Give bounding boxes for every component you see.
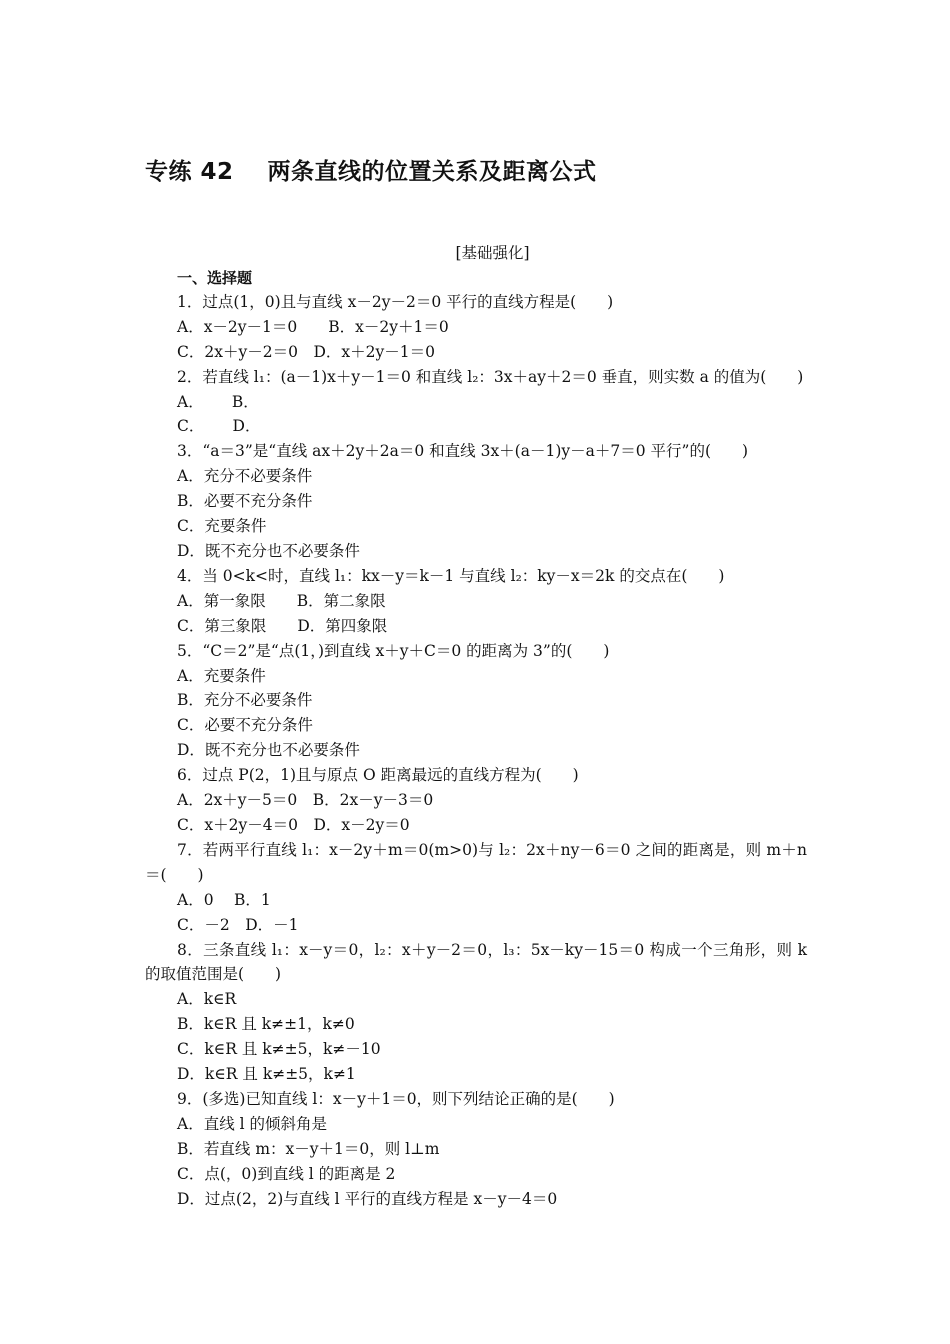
section-label: [基础强化] [455,244,530,262]
question-6: 6．过点 P(2，1)且与原点 O 距离最远的直线方程为( ) [177,766,579,784]
question-1: 1．过点(1，0)且与直线 x－2y－2＝0 平行的直线方程是( ) [177,293,614,311]
question-3: 3．“a＝3”是“直线 ax＋2y＋2a＝0 和直线 3x＋(a－1)y－a＋7＝0 平行”的( ) [177,442,749,460]
question-2: 2．若直线 l₁：(a－1)x＋y－1＝0 和直线 l₂：3x＋ay＋2＝0 垂直，则实数 a 的值为( ) [177,368,804,386]
question-4: 4．当 0<k<时，直线 l₁：kx－y＝k－1 与直线 l₂：ky－x＝2k 的交点在( ) [177,567,725,585]
question-4-options-cd: C．第三象限 D．第四象限 [177,617,388,635]
question-5-option-d: D．既不充分也不必要条件 [177,741,360,759]
page-title: 专练 42 两条直线的位置关系及距离公式 [145,159,597,185]
question-5: 5．“C＝2”是“点(1，)到直线 x＋y＋C＝0 的距离为 3”的( ) [177,642,610,660]
question-5-option-c: C．必要不充分条件 [177,716,313,734]
question-2-options-cd: C． D． [177,417,261,435]
question-1-options-ab: A．x－2y－1＝0 B．x－2y＋1＝0 [177,318,449,336]
question-8-option-c: C．k∈R 且 k≠±5，k≠－10 [177,1040,381,1058]
question-1-options-cd: C．2x＋y－2＝0 D．x＋2y－1＝0 [177,343,435,361]
question-8-option-d: D．k∈R 且 k≠±5，k≠1 [177,1065,356,1083]
question-7-continued: ＝( ) [145,866,204,884]
question-8-continued: 的取值范围是( ) [145,965,282,983]
question-4-options-ab: A．第一象限 B．第二象限 [177,592,386,610]
question-9-option-a: A．直线 l 的倾斜角是 [177,1115,328,1133]
question-6-options-cd: C．x＋2y－4＝0 D．x－2y＝0 [177,816,410,834]
question-6-options-ab: A．2x＋y－5＝0 B．2x－y－3＝0 [177,791,434,809]
question-2-options-ab: A． B． [177,393,259,411]
question-5-option-a: A．充要条件 [177,667,266,685]
question-3-option-a: A．充分不必要条件 [177,467,313,485]
question-9-option-c: C．点(，0)到直线 l 的距离是 2 [177,1165,396,1183]
question-3-option-c: C．充要条件 [177,517,267,535]
question-9: 9．(多选)已知直线 l：x－y＋1＝0，则下列结论正确的是( ) [177,1090,615,1108]
question-7: 7．若两平行直线 l₁：x－2y＋m＝0(m>0)与 l₂：2x＋ny－6＝0 之间的距离是，则 m＋n [177,841,807,859]
question-8-option-a: A．k∈R [177,990,237,1008]
question-8-option-b: B．k∈R 且 k≠±1，k≠0 [177,1015,355,1033]
question-3-option-b: B．必要不充分条件 [177,492,313,510]
question-type-heading: 一、选择题 [177,269,253,287]
question-3-option-d: D．既不充分也不必要条件 [177,542,360,560]
question-7-options-cd: C．－2 D．－1 [177,916,299,934]
question-8: 8．三条直线 l₁：x－y＝0，l₂：x＋y－2＝0，l₃：5x－ky－15＝0 构成一个三角形，则 k [177,941,807,959]
question-9-option-d: D．过点(2，2)与直线 l 平行的直线方程是 x－y－4＝0 [177,1190,558,1208]
question-5-option-b: B．充分不必要条件 [177,691,313,709]
question-9-option-b: B．若直线 m：x－y＋1＝0，则 l⊥m [177,1140,440,1158]
question-7-options-ab: A．0 B．1 [177,891,271,909]
